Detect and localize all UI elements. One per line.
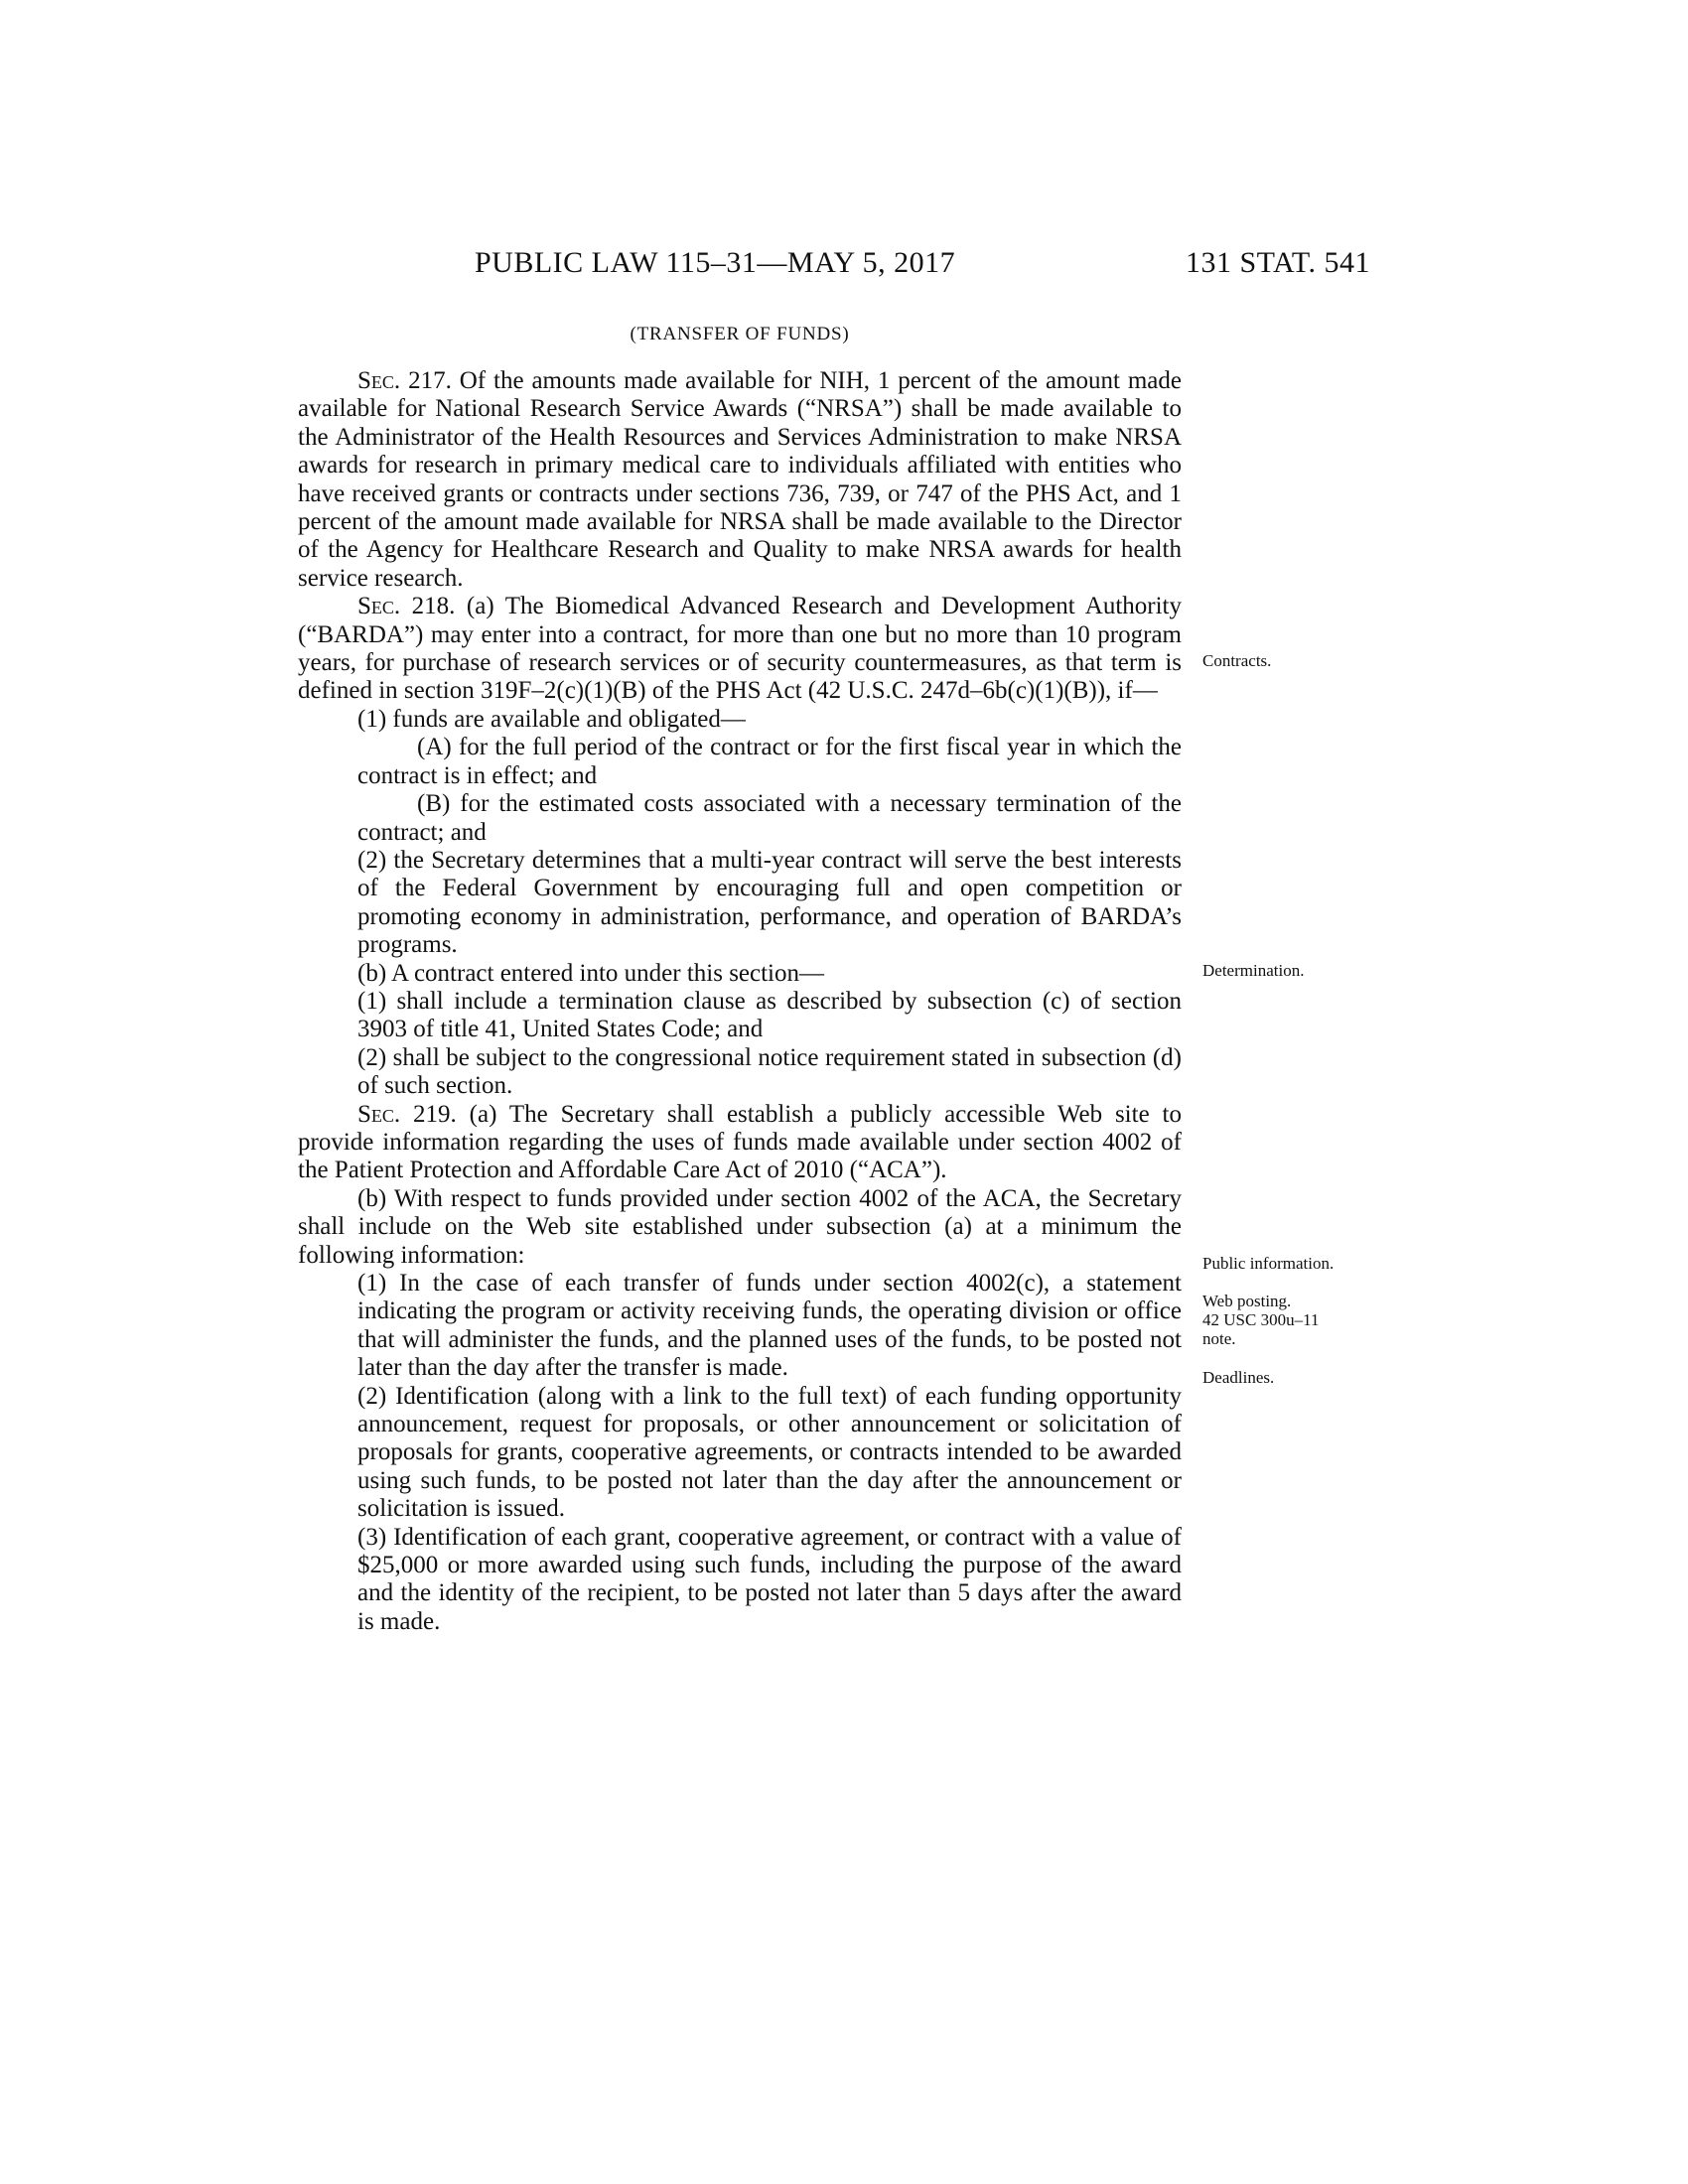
section-217-text: 217. Of the amounts made available for NIH, 1 percent of the amount made available for National Research Service Awards (“NRSA”) shall be made available to the Administrator of the Health Resources and Services Administration to make NRSA awards for research in primary medical care to individuals affiliated with entities who have received grants or contracts under sections 736, 739, or 747 of the PHS Act, and 1 percent of the amount made available for NRSA shall be made available to the Director of the Agency for Healthcare Research and Quality to make NRSA awards for health service research. bbox=[298, 367, 1182, 592]
section-218-a-1-B: (B) for the estimated costs associated with a necessary termination of the contract; and bbox=[357, 790, 1182, 846]
section-218-b: (b) A contract entered into under this section— bbox=[357, 959, 825, 987]
section-218-b-1: (1) shall include a termination clause as described by subsection (c) of section 3903 of title 41, United States Code; and bbox=[357, 987, 1182, 1043]
sec-label: Sec. bbox=[357, 367, 401, 394]
section-219-b-3: (3) Identification of each grant, cooperative agreement, or contract with a value of $25,000 or more awarded using such funds, including the purpose of the award and the identity of the recipient, to be posted not later than 5 days after the award is made. bbox=[357, 1523, 1182, 1635]
margin-note-public-information: Public information. bbox=[1202, 1254, 1335, 1273]
section-219-b: (b) With respect to funds provided under section 4002 of the ACA, the Secretary shall include on the Web site established under subsection (a) at a minimum the following information: bbox=[298, 1184, 1182, 1269]
section-218-b-2: (2) shall be subject to the congressional notice requirement stated in subsection (d) of such section. bbox=[357, 1043, 1182, 1100]
section-218-a-1: (1) funds are available and obligated— bbox=[357, 705, 746, 733]
document-body bbox=[298, 367, 1182, 1636]
margin-note-determination: Determination. bbox=[1202, 961, 1305, 980]
header-stat-citation: 131 STAT. 541 bbox=[1185, 246, 1370, 279]
section-217 bbox=[298, 367, 1182, 593]
page-header bbox=[298, 246, 1370, 296]
section-219-a-text: 219. (a) The Secretary shall establish a publicly accessible Web site to provide information regarding the uses of funds made available under section 4002 of the Patient Protection and Affordable Care Act of 2010 (“ACA”). bbox=[298, 1100, 1182, 1184]
section-caption: (TRANSFER OF FUNDS) bbox=[630, 324, 850, 344]
section-218-a-2: (2) the Secretary determines that a multi-year contract will serve the best interests of the Federal Government by encouraging full and open competition or promoting economy in administration, performance, and operation of BARDA’s programs. bbox=[357, 846, 1182, 959]
sec-label: Sec. bbox=[357, 593, 401, 620]
sec-label: Sec. bbox=[357, 1100, 401, 1128]
section-218-a bbox=[298, 593, 1182, 706]
margin-note-deadlines: Deadlines. bbox=[1202, 1368, 1275, 1387]
margin-note-web-posting: Web posting. bbox=[1202, 1292, 1292, 1310]
margin-note-contracts: Contracts. bbox=[1202, 651, 1272, 670]
section-218-a-text: 218. (a) The Biomedical Advanced Research and Development Authority (“BARDA”) may enter into a contract, for more than one but no more than 10 program years, for purchase of research services or of security countermeasures, as that term is defined in section 319F–2(c)(1)(B) of the PHS Act (42 U.S.C. 247d–6b(c)(1)(B)), if— bbox=[298, 593, 1182, 705]
section-218-a-1-A: (A) for the full period of the contract or for the first fiscal year in which the contract is in effect; and bbox=[357, 734, 1182, 789]
section-219-b-1: (1) In the case of each transfer of funds under section 4002(c), a statement indicating the program or activity receiving funds, the operating division or office that will administer the funds, and the planned uses of the funds, to be posted not later than the day after the transfer is made. bbox=[357, 1270, 1182, 1382]
section-219-b-2: (2) Identification (along with a link to the full text) of each funding opportunity announcement, request for proposals, or other announcement or solicitation of proposals for grants, cooperative agreements, or contracts intended to be awarded using such funds, to be posted not later than the day after the announcement or solicitation is issued. bbox=[357, 1382, 1182, 1523]
section-219-a bbox=[298, 1101, 1182, 1185]
margin-note-usc-citation: 42 USC 300u–11 note. bbox=[1202, 1310, 1320, 1348]
header-title: PUBLIC LAW 115–31—MAY 5, 2017 bbox=[475, 246, 956, 279]
